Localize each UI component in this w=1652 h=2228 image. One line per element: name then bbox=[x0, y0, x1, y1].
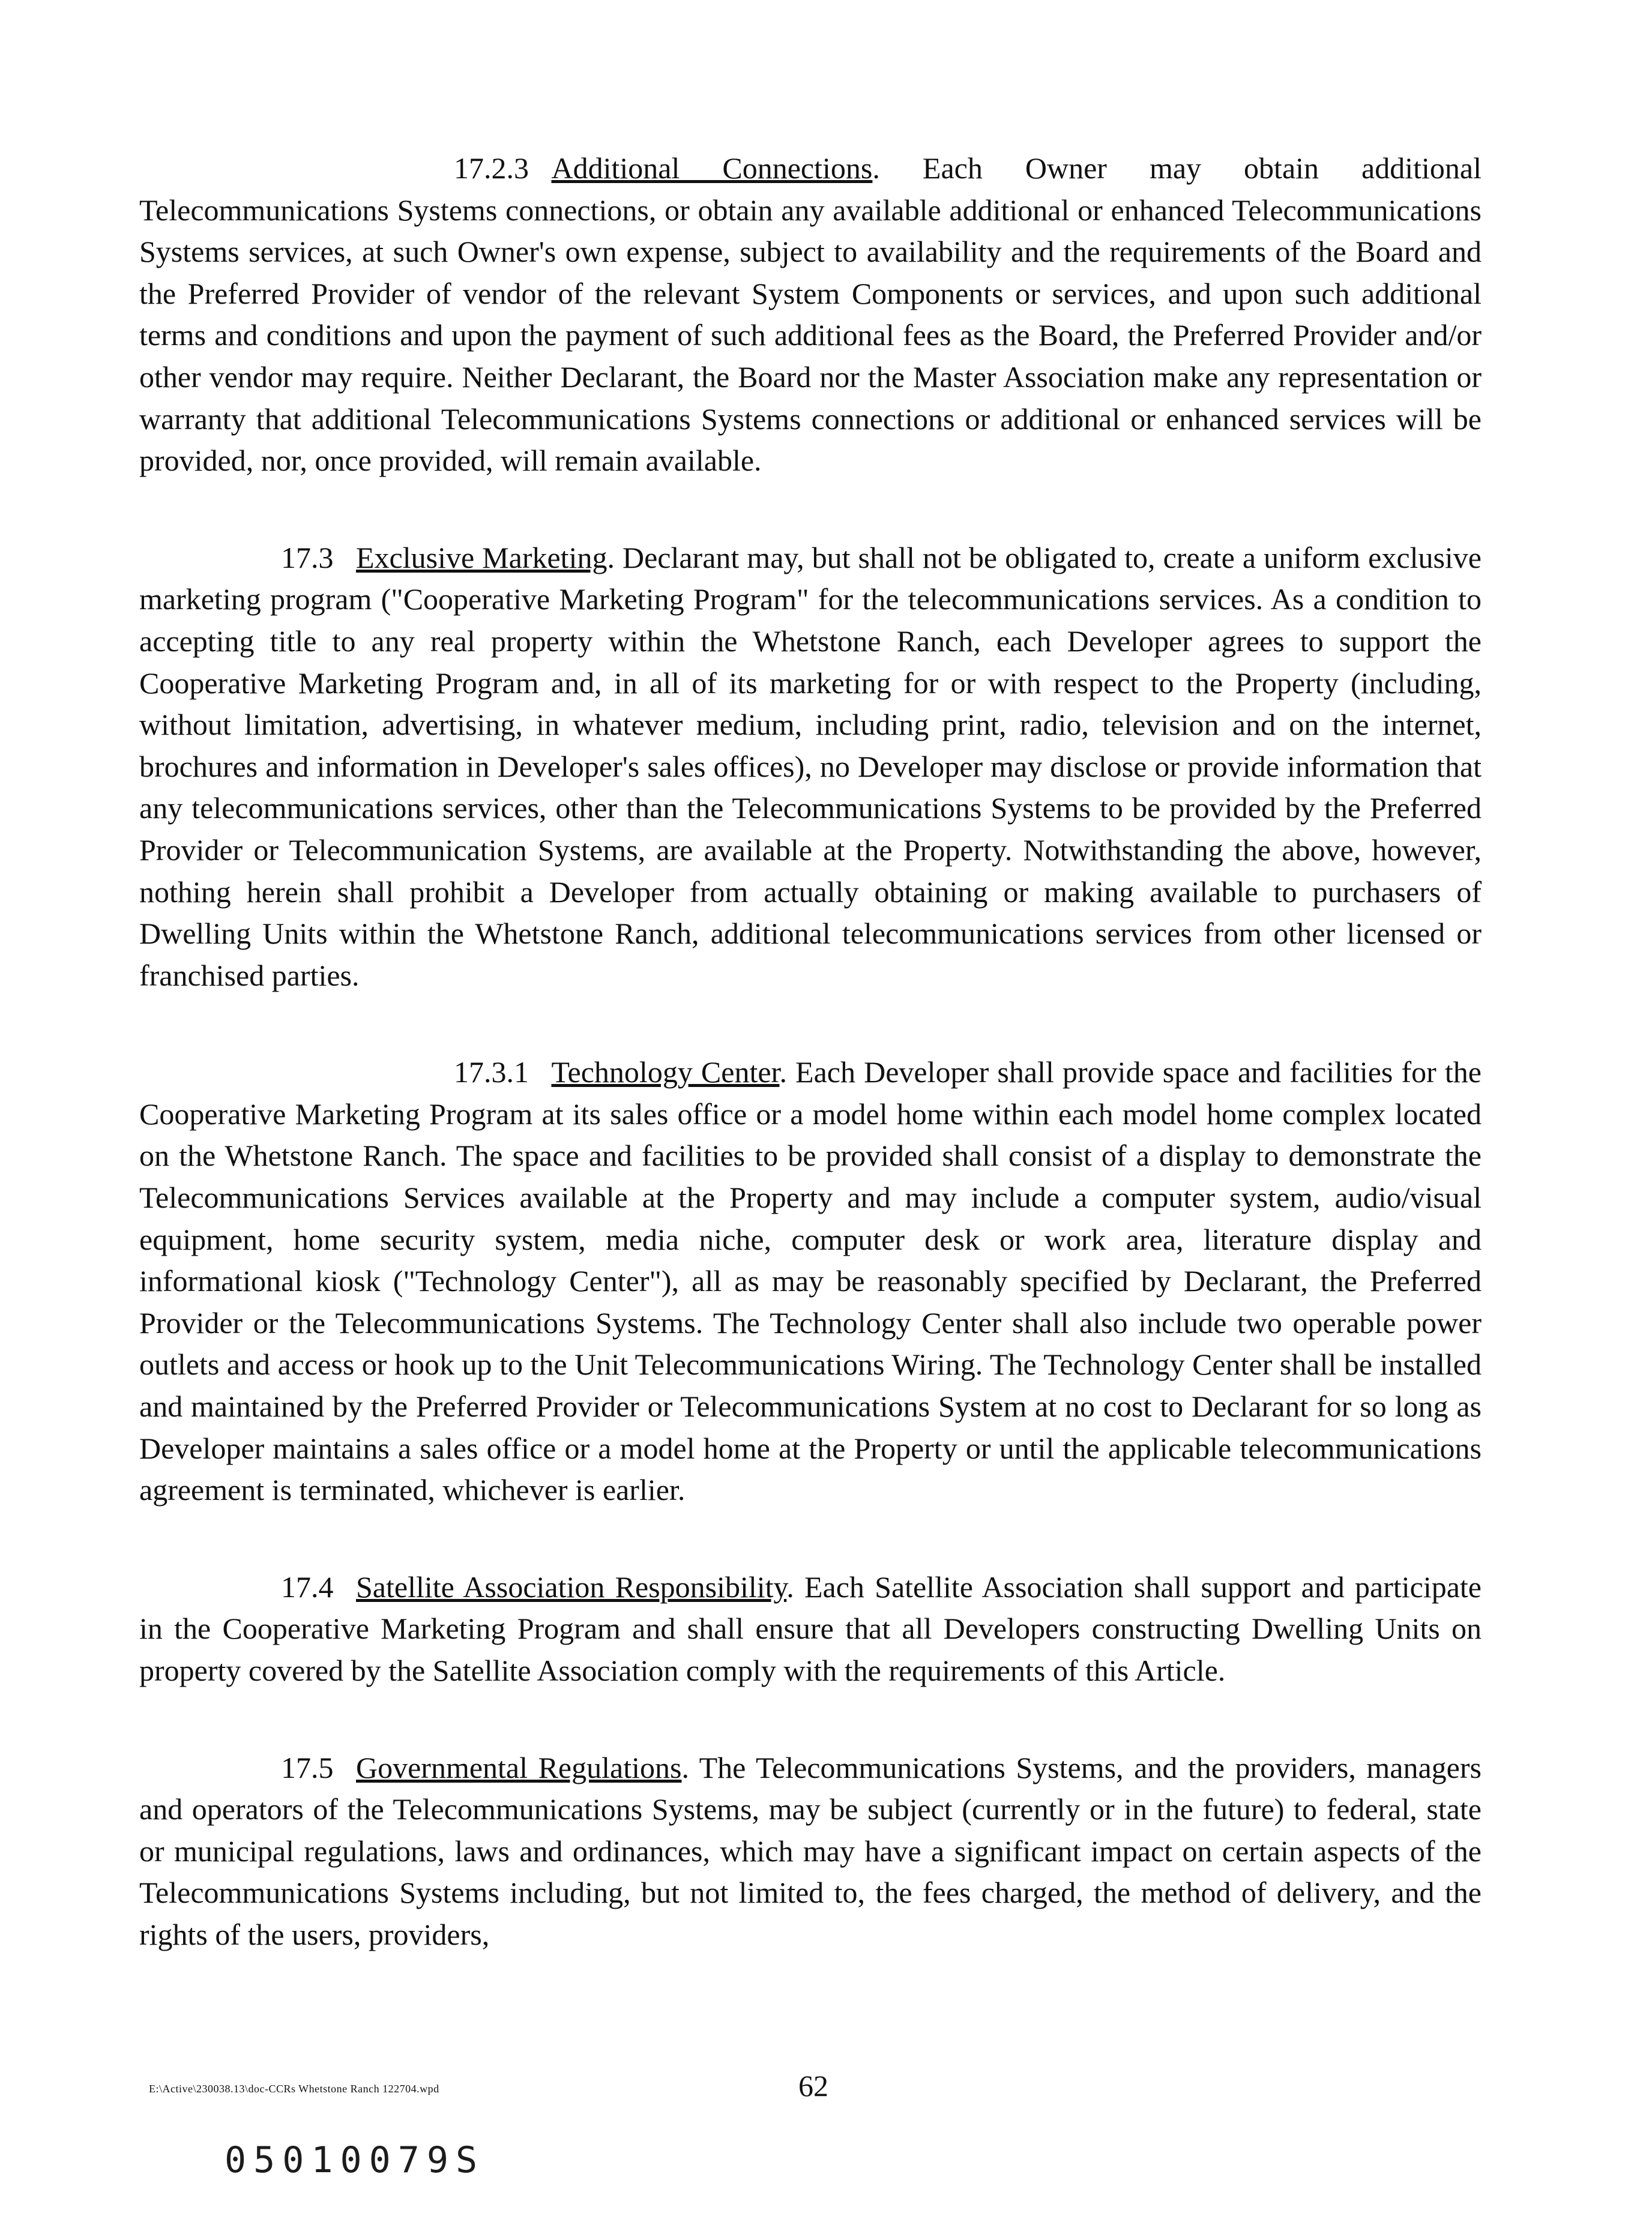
document-page bbox=[139, 148, 1482, 2011]
section-body: . Each Owner may obtain additional Telecommunications Systems connections, or obtain any available additional or enhanced Telecommunications Systems services, at such Owner's own expense, subject to availability and the requirements of the Board and the Preferred Provider of vendor of the relevant System Components or services, and upon such additional terms and conditions and upon the payment of such additional fees as the Board, the Preferred Provider and/or other vendor may require. Neither Declarant, the Board nor the Master Association make any representation or warranty that additional Telecommunications Systems connections or additional or enhanced services will be provided, nor, once provided, will remain available. bbox=[139, 151, 1482, 478]
section-body: . Each Satellite Association shall support and participate in the Cooperative Marketing Program and shall ensure that all Developers constructing Dwelling Units on property covered by the Satellite Association comply with the requirements of this Article. bbox=[139, 1570, 1482, 1687]
section-body: . Declarant may, but shall not be obligated to, create a uniform exclusive marketing program ("Cooperative Marketing Program" for the telecommunications services. As a condition to accepting title to any real property within the Whetstone Ranch, each Developer agrees to support the Cooperative Marketing Program and, in all of its marketing for or with respect to the Property (including, without limitation, advertising, in whatever medium, including print, radio, television and on the internet, brochures and information in Developer's sales offices), no Developer may disclose or provide information that any telecommunications services, other than the Telecommunications Systems to be provided by the Preferred Provider or Telecommunication Systems, are available at the Property. Notwithstanding the above, however, nothing herein shall prohibit a Developer from actually obtaining or making available to purchasers of Dwelling Units within the Whetstone Ranch, additional telecommunications services from other licensed or franchised parties. bbox=[139, 540, 1482, 992]
section-17-3 bbox=[139, 537, 1482, 997]
document-number: 05010079S bbox=[225, 2139, 485, 2181]
section-17-3-1 bbox=[139, 1052, 1482, 1511]
section-17-5 bbox=[139, 1747, 1482, 1956]
section-17-4 bbox=[139, 1567, 1482, 1692]
section-heading: Governmental Regulations bbox=[356, 1750, 682, 1784]
section-number: 17.5 bbox=[281, 1750, 334, 1784]
page-number: 62 bbox=[798, 2069, 828, 2103]
section-number: 17.4 bbox=[281, 1570, 334, 1604]
section-heading: Satellite Association Responsibility bbox=[356, 1570, 787, 1604]
section-number: 17.3.1 bbox=[454, 1055, 529, 1089]
section-17-2-3 bbox=[139, 148, 1482, 482]
footer-file-path: E:\Active\230038.13\doc-CCRs Whetstone Ranch 122704.wpd bbox=[149, 2083, 439, 2095]
section-number: 17.3 bbox=[281, 540, 334, 574]
section-number: 17.2.3 bbox=[454, 151, 529, 185]
section-heading: Additional Connections bbox=[551, 151, 873, 185]
section-body: . Each Developer shall provide space and facilities for the Cooperative Marketing Program at its sales office or a model home within each model home complex located on the Whetstone Ranch. The space and facilities to be provided shall consist of a display to demonstrate the Telecommunications Services available at the Property and may include a computer system, audio/visual equipment, home security system, media niche, computer desk or work area, literature display and informational kiosk ("Technology Center"), all as may be reasonably specified by Declarant, the Preferred Provider or the Telecommunications Systems. The Technology Center shall also include two operable power outlets and access or hook up to the Unit Telecommunications Wiring. The Technology Center shall be installed and maintained by the Preferred Provider or Telecommunications System at no cost to Declarant for so long as Developer maintains a sales office or a model home at the Property or until the applicable telecommunications agreement is terminated, whichever is earlier. bbox=[139, 1055, 1482, 1507]
section-heading: Technology Center bbox=[551, 1055, 780, 1089]
section-body: . The Telecommunications Systems, and the providers, managers and operators of the Telecommunications Systems, may be subject (currently or in the future) to federal, state or municipal regulations, laws and ordinances, which may have a significant impact on certain aspects of the Telecommunications Systems including, but not limited to, the fees charged, the method of delivery, and the rights of the users, providers, bbox=[139, 1750, 1482, 1951]
section-heading: Exclusive Marketing bbox=[356, 540, 607, 574]
